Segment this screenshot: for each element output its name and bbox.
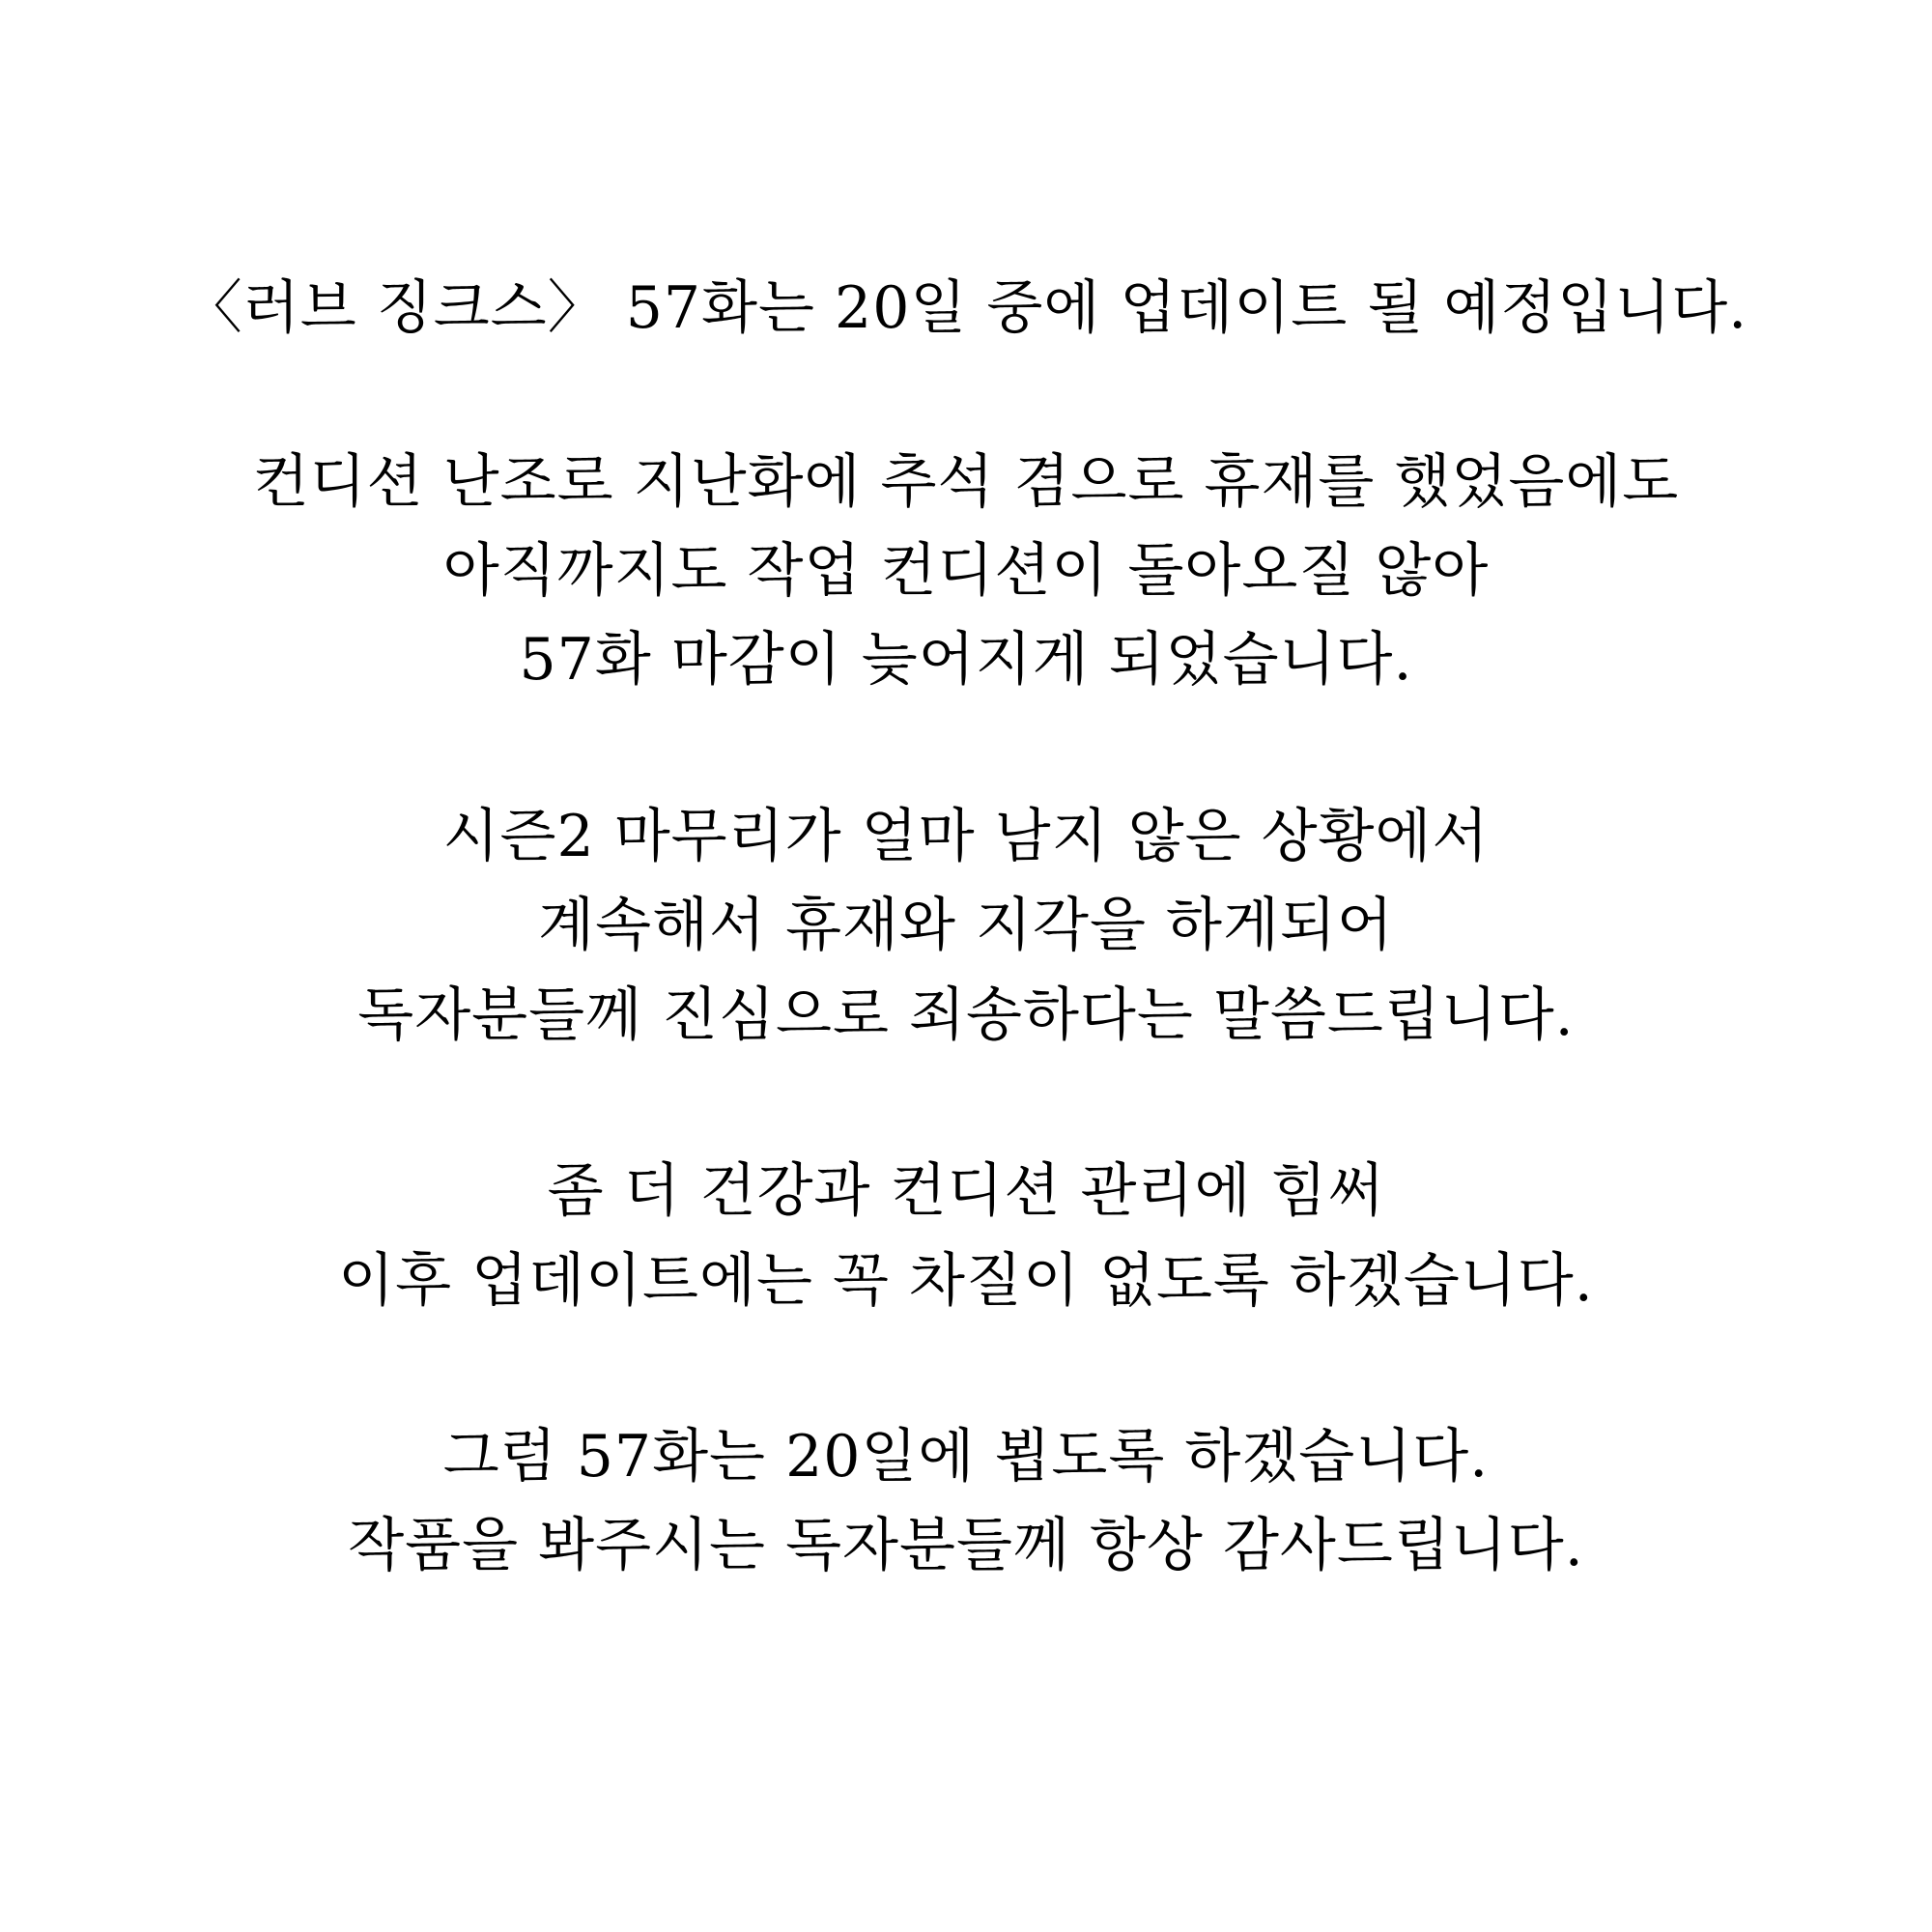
closing-line-2: 작품을 봐주시는 독자분들께 항상 감사드립니다. (348, 1512, 1584, 1579)
delay-reason-line-2: 아직까지도 작업 컨디션이 돌아오질 않아 (442, 537, 1490, 605)
apology-line-1: 시즌2 마무리가 얼마 남지 않은 상황에서 (442, 803, 1490, 870)
schedule-line: 〈러브 징크스〉 57화는 20일 중에 업데이트 될 예정입니다. (184, 274, 1748, 342)
apology-line-3: 독자분들께 진심으로 죄송하다는 말씀드립니다. (357, 981, 1575, 1049)
commitment-line-1: 좀 더 건강과 컨디션 관리에 힘써 (547, 1157, 1385, 1225)
delay-reason-line-3: 57화 마감이 늦어지게 되었습니다. (519, 626, 1413, 694)
commitment-line-2: 이후 업데이트에는 꼭 차질이 없도록 하겠습니다. (338, 1247, 1594, 1315)
closing-line-1: 그럼 57화는 20일에 뵙도록 하겠습니다. (442, 1423, 1490, 1491)
apology-line-2: 계속해서 휴재와 지각을 하게되어 (538, 892, 1394, 959)
delay-reason-line-1: 컨디션 난조로 지난화에 추석 겸으로 휴재를 했었음에도 (252, 448, 1680, 516)
